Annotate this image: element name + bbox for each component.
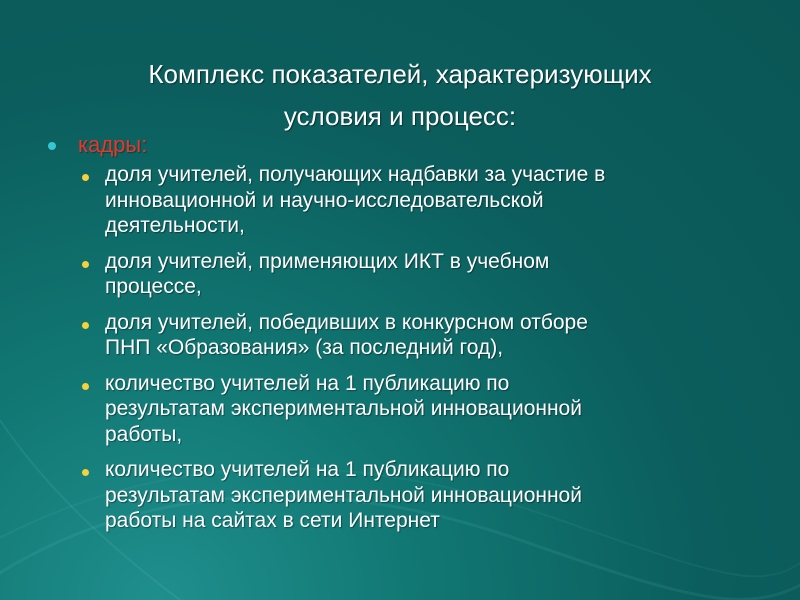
list-item <box>82 162 768 239</box>
slide-title <box>60 53 740 137</box>
title-line-1: Комплекс показателей, характеризующих <box>148 59 652 90</box>
list-item <box>82 249 768 300</box>
list-item <box>82 457 768 534</box>
list-item-text: количество учителей на 1 публикацию по результатам экспериментальной инновационной работы, <box>105 371 582 446</box>
list-item <box>82 371 768 448</box>
list-item-text: количество учителей на 1 публикацию по результатам экспериментальной инновационной работы на сайтах в сети Интернет <box>105 458 582 532</box>
category-bullet-row <box>48 130 768 160</box>
yellow-bullet-icon <box>82 174 89 181</box>
yellow-bullet-icon <box>82 261 89 268</box>
yellow-bullet-icon <box>82 469 89 476</box>
list-item-text: доля учителей, применяющих ИКТ в учебном процессе, <box>105 249 550 298</box>
cyan-bullet-icon <box>48 142 56 150</box>
slide-content <box>48 130 768 544</box>
list-item-text: доля учителей, получающих надбавки за участие в инновационной и научно-исследовательской деятельности, <box>105 163 606 237</box>
title-line-2: условия и процесс: <box>283 101 517 132</box>
yellow-bullet-icon <box>82 322 89 329</box>
indicator-list <box>48 162 768 534</box>
category-label: кадры: <box>78 132 148 157</box>
list-item-text: доля учителей, победивших в конкурсном отборе ПНП «Образования» (за последний год), <box>105 310 588 359</box>
list-item <box>82 310 768 361</box>
yellow-bullet-icon <box>82 383 89 390</box>
